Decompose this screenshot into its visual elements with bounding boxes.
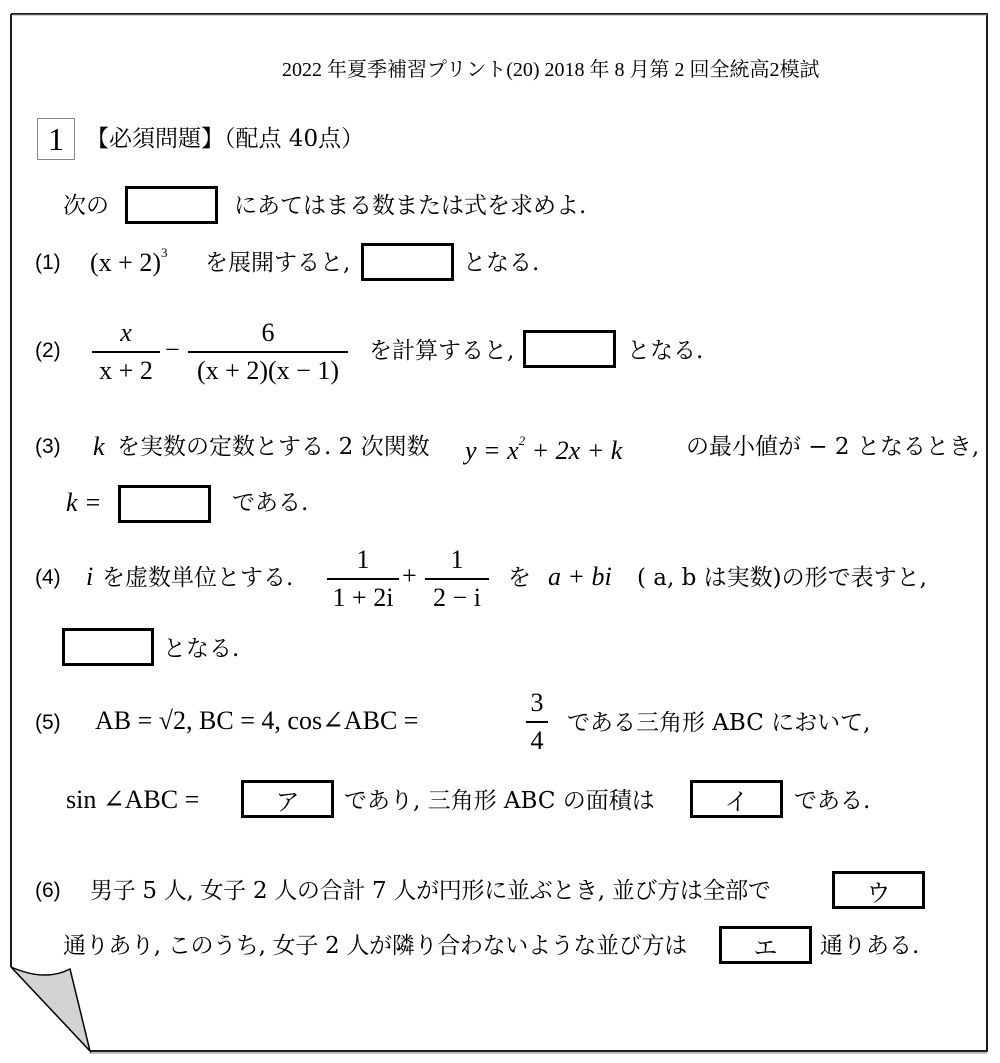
fraction-bar — [327, 578, 399, 580]
problem-3-function — [465, 434, 622, 464]
problem-4-fraction-1 — [327, 545, 399, 613]
fraction-bar — [188, 351, 348, 353]
fraction-numerator: x — [120, 318, 132, 347]
fraction-numerator: 3 — [530, 688, 544, 717]
fraction-bar — [92, 351, 160, 353]
problem-4-text-after: となる. — [163, 636, 240, 662]
fraction-denominator: x + 2 — [99, 355, 153, 385]
fraction-denominator: 1 + 2i — [332, 582, 394, 612]
problem-5-text2: であり, 三角形 ABC の面積は — [344, 788, 655, 814]
problem-5-answer-box-i[interactable]: イ — [690, 780, 783, 818]
problem-3-lhs: k = — [66, 488, 102, 517]
problem-4-form: a + bi — [548, 562, 612, 591]
problem-4-fraction-2 — [425, 545, 489, 613]
problem-3-text-after: である. — [232, 490, 309, 516]
problem-6-text2: 通りあり, このうち, 女子 2 人が隣り合わないような並び方は — [63, 933, 687, 959]
section-number: 1 — [37, 118, 75, 160]
expr-exponent: 3 — [160, 245, 168, 260]
problem-3-text1: を実数の定数とする. 2 次関数 — [117, 434, 430, 460]
problem-2-text: を計算すると, — [369, 338, 515, 364]
problem-6-text1: 男子 5 人, 女子 2 人の合計 7 人が円形に並ぶとき, 並び方は全部で — [90, 878, 771, 904]
fraction-bar — [425, 578, 489, 580]
fraction-bar — [526, 721, 548, 723]
fraction-numerator: 1 — [356, 545, 370, 574]
problem-1-text-after: となる. — [463, 250, 540, 276]
problem-1-answer-box[interactable] — [361, 243, 454, 281]
fraction-denominator: 4 — [530, 725, 544, 755]
problem-4-text3: ( a, b は実数)の形で表すと, — [637, 565, 927, 591]
problem-6-text3: 通りある. — [820, 933, 920, 959]
problem-5-text3: である. — [794, 788, 871, 814]
problem-5-given: AB = √2, BC = 4, cos∠ABC = — [95, 706, 419, 735]
problem-1-label: (1) — [35, 251, 61, 274]
problem-2-fraction-1 — [92, 318, 160, 386]
problem-4-text1: を虚数単位とする. — [102, 565, 294, 591]
problem-4-answer-box[interactable] — [62, 628, 154, 666]
problem-2-answer-box[interactable] — [523, 330, 616, 368]
problem-2-text-after: となる. — [627, 338, 704, 364]
problem-5-fraction — [526, 688, 548, 756]
problem-3-text2: の最小値が − 2 となるとき, — [686, 434, 980, 460]
fraction-denominator: 2 − i — [433, 582, 481, 612]
fraction-numerator: 6 — [261, 318, 275, 347]
function-exponent: 2 — [518, 433, 526, 448]
problem-2-operator: − — [165, 335, 180, 364]
problem-6-answer-box-e[interactable]: エ — [719, 926, 812, 964]
example-answer-box[interactable] — [125, 186, 218, 224]
problem-4-label: (4) — [35, 566, 61, 589]
problem-6-answer-box-u[interactable]: ウ — [832, 871, 925, 909]
problem-5-answer-box-a[interactable]: ア — [241, 780, 334, 818]
problem-3-var: k — [93, 432, 105, 461]
function-lhs: y = x — [465, 436, 519, 465]
expr-base: (x + 2) — [90, 248, 161, 277]
fraction-denominator: (x + 2)(x − 1) — [197, 355, 339, 385]
problem-4-operator: + — [402, 561, 417, 590]
problem-3-answer-box[interactable] — [118, 485, 211, 523]
problem-1-expression — [90, 246, 167, 276]
problem-5-lhs: sin ∠ABC = — [66, 785, 200, 814]
instruction-after: にあてはまる数または式を求めよ. — [234, 193, 587, 219]
page-curl-icon — [11, 967, 90, 1051]
problem-2-label: (2) — [35, 339, 61, 362]
page-header-title: 2022 年夏季補習プリント(20) 2018 年 8 月第 2 回全統高2模試 — [282, 59, 820, 81]
problem-6-label: (6) — [35, 879, 61, 902]
fraction-numerator: 1 — [450, 545, 464, 574]
problem-4-text2: を — [508, 565, 531, 591]
problem-2-fraction-2 — [188, 318, 348, 386]
problem-5-text1: である三角形 ABC において, — [567, 710, 871, 736]
problem-4-var: i — [86, 562, 94, 591]
problem-3-label: (3) — [35, 435, 61, 458]
problem-1-text: を展開すると, — [205, 250, 351, 276]
instruction-before: 次の — [63, 193, 109, 219]
section-title: 【必須問題】（配点 40点） — [86, 126, 365, 152]
problem-5-label: (5) — [35, 711, 61, 734]
function-rest: + 2x + k — [531, 436, 623, 465]
